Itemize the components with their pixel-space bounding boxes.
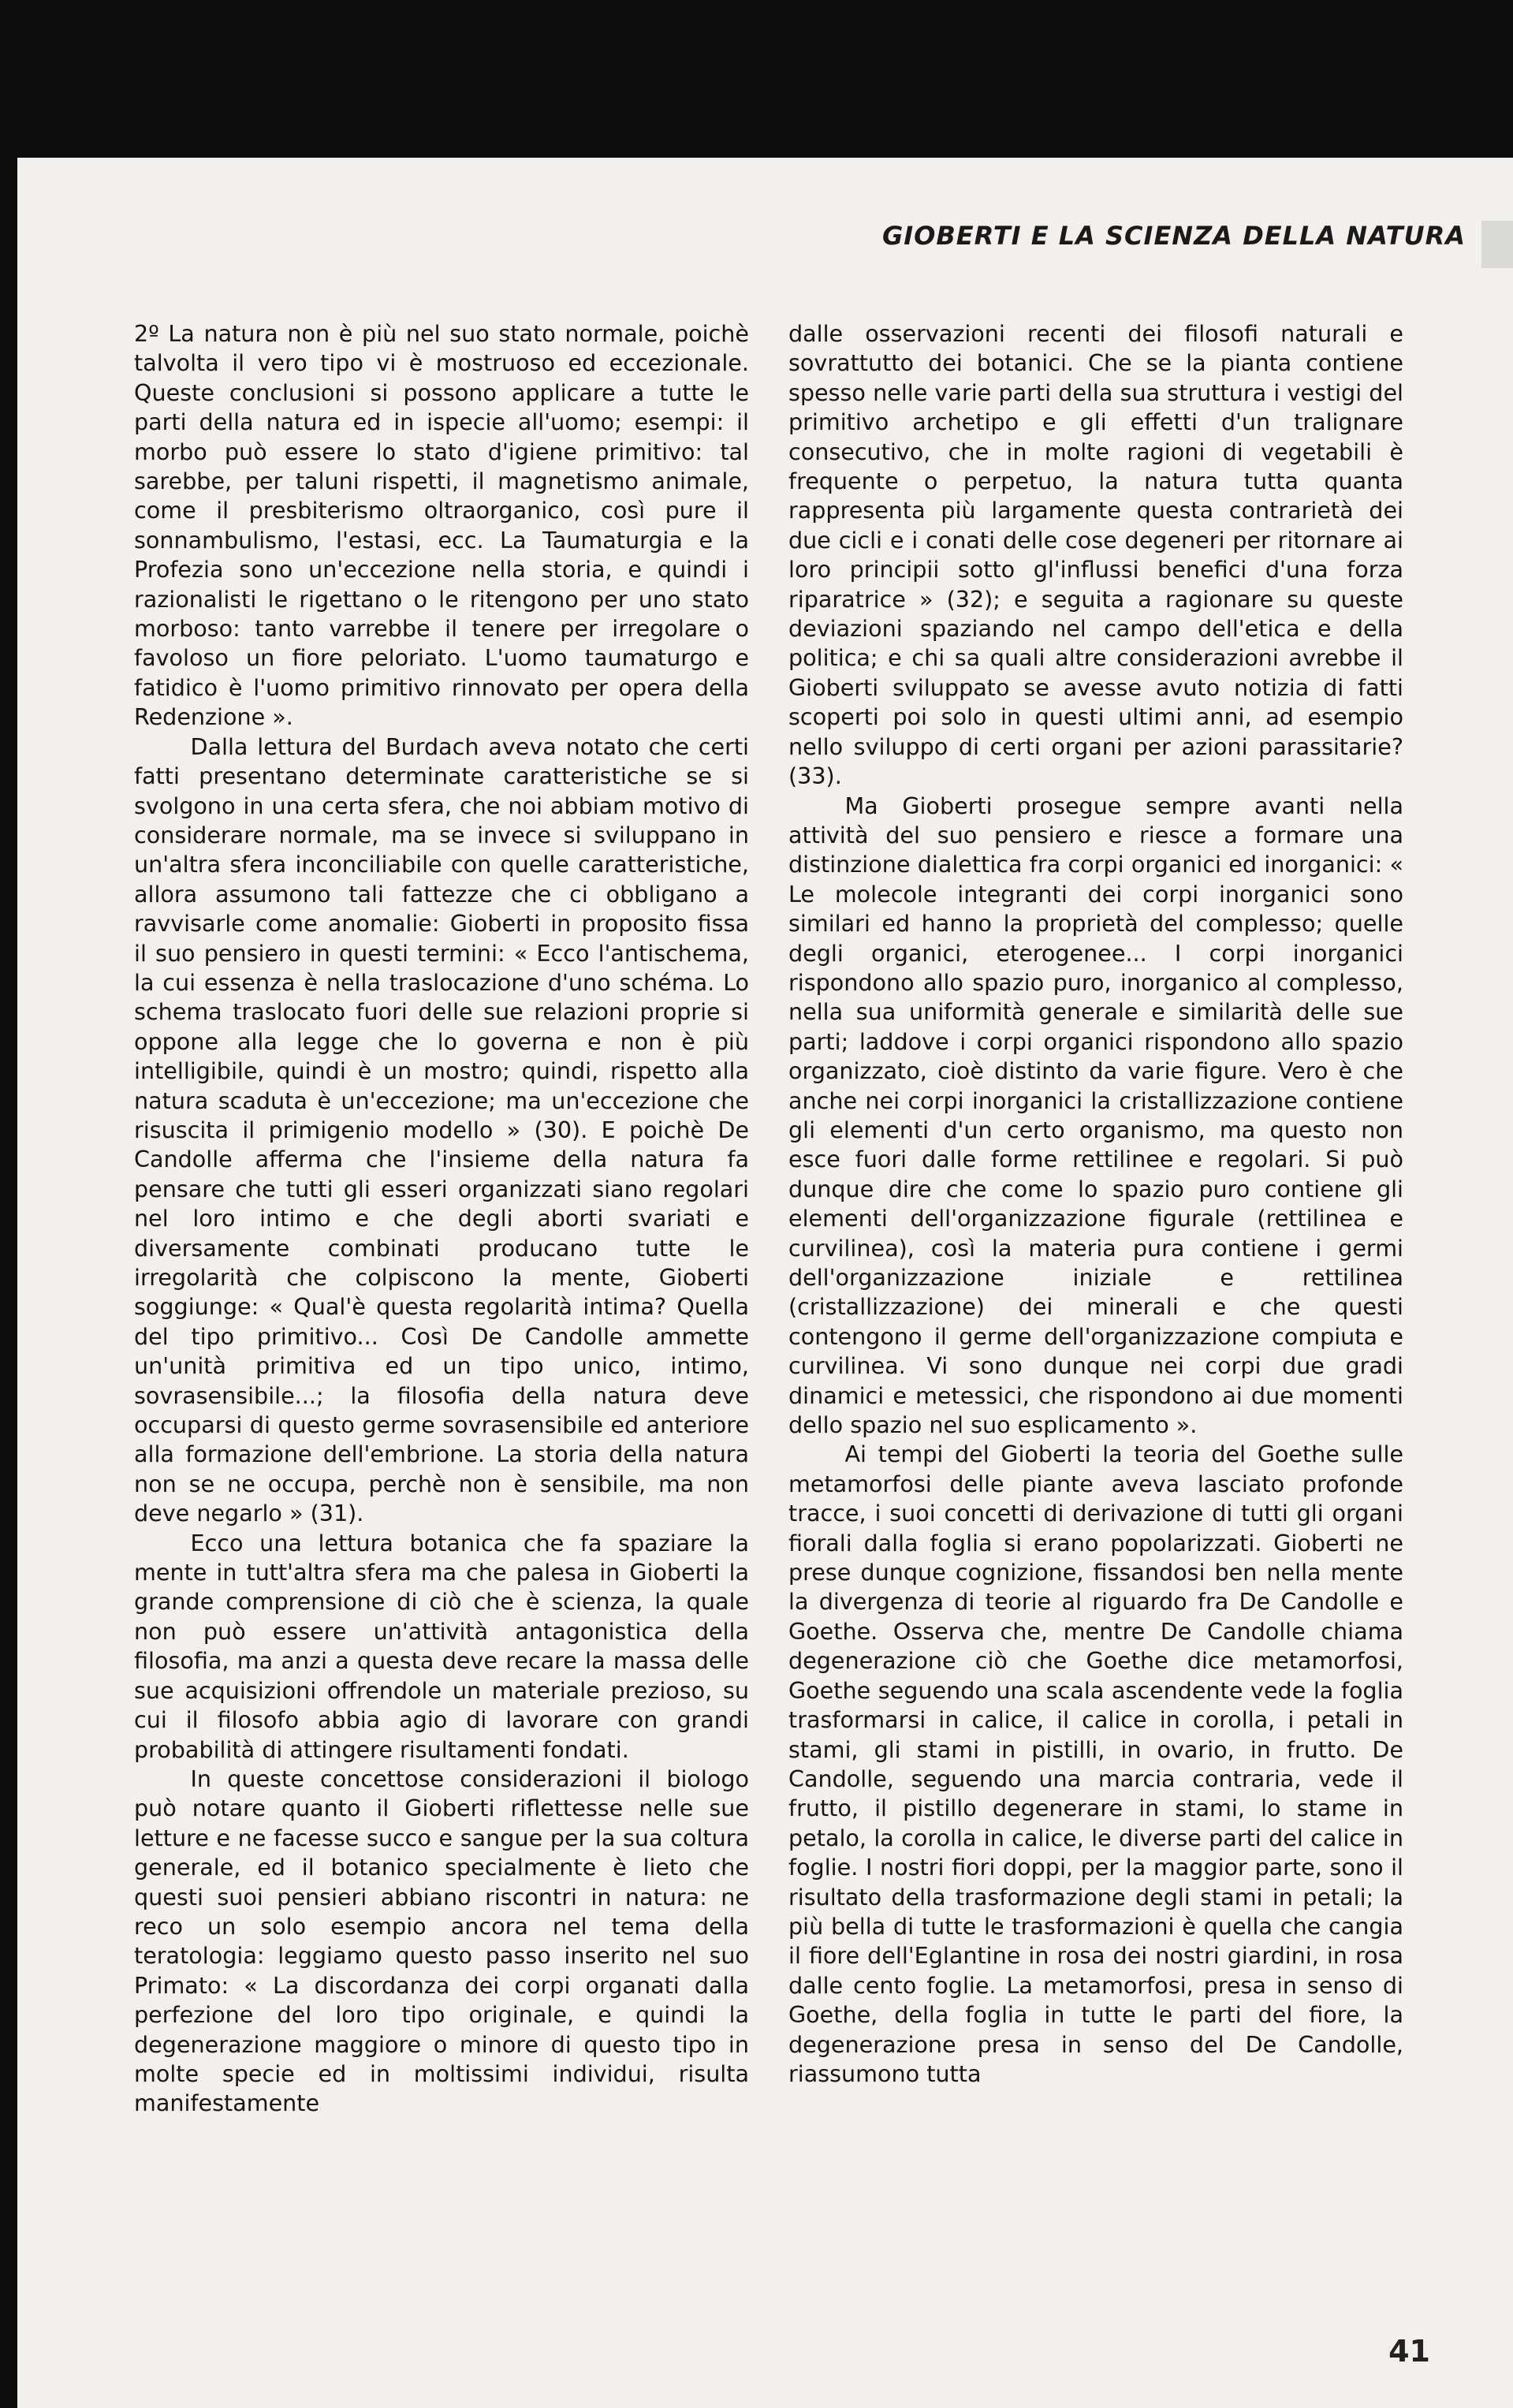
left-column: [134, 319, 749, 2119]
paragraph: Ai tempi del Gioberti la teoria del Goethe sulle metamorfosi delle piante aveva lasciato profonde tracce, i suoi concetti di derivazione di tutti gli organi fiorali dalla foglia si erano popolarizzati. Gioberti ne prese dunque cognizione, fissandosi ben nella mente la divergenza di teorie al riguardo fra De Candolle e Goethe. Osserva che, mentre De Candolle chiama degenerazione ciò che Goethe dice metamorfosi, Goethe seguendo una scala ascendente vede la foglia trasformarsi in calice, il calice in corolla, i petali in stami, gli stami in pistilli, in ovario, in frutto. De Candolle, seguendo una marcia contraria, vede il frutto, il pistillo degenerare in stami, lo stame in petalo, la corolla in calice, le diverse parti del calice in foglie. I nostri fiori doppi, per la maggior parte, sono il risultato della trasformazione degli stami in petali; la più bella di tutte le trasformazioni è quella che cangia il fiore dell'Eglantine in rosa dei nostri giardini, in rosa dalle cento foglie. La metamorfosi, presa in senso di Goethe, della foglia in tutte le parti del fiore, la degenerazione presa in senso del De Candolle, riassumono tutta: [788, 1441, 1403, 2087]
paragraph: Ma Gioberti prosegue sempre avanti nella attività del suo pensiero e riesce a formare una distinzione dialettica fra corpi organici ed inorganici: « Le molecole integranti dei corpi inorganici sono similari ed hanno la proprietà del complesso; quelle degli organici, eterogenee... I corpi inorganici rispondono allo spazio puro, inorganico al complesso, nella sua uniformità generale e similarità delle sue parti; laddove i corpi organici rispondono allo spazio organizzato, cioè distinto da varie figure. Vero è che anche nei corpi inorganici la cristallizzazione contiene gli elementi d'un certo organismo, ma questo non esce fuori dalle forme rettilinee e regolari. Si può dunque dire che come lo spazio puro contiene gli elementi dell'organizzazione figurale (rettilinea e curvilinea), così la materia pura contiene i germi dell'organizzazione iniziale e rettilinea (cristallizzazione) dei minerali e che questi contengono il germe dell'organizzazione compiuta e curvilinea. Vi sono dunque nei corpi due gradi dinamici e metessici, che rispondono ai due momenti dello spazio nel suo esplicamento ».: [788, 792, 1403, 1439]
scan-border-notch: [17, 110, 333, 158]
page-number: 41: [1388, 2334, 1430, 2369]
scan-border-left: [0, 0, 17, 2408]
running-head: GIOBERTI E LA SCIENZA DELLA NATURA: [882, 221, 1466, 251]
paragraph: dalle osservazioni recenti dei filosofi naturali e sovrattutto dei botanici. Che se la pianta contiene spesso nelle varie parti della sua struttura i vestigi del primitivo archetipo e gli effetti d'un tralignare consecutivo, che in molte ragioni di vegetabili è frequente o perpetuo, la natura tutta quanta rappresenta più largamente questa contrarietà dei due cicli e i conati delle cose degeneri per ritornare ai loro principii sotto gl'influssi benefici d'una forza riparatrice » (32); e seguita a ragionare su queste deviazioni spaziando nel campo dell'etica e della politica; e chi sa quali altre considerazioni avrebbe il Gioberti sviluppato se avesse avuto notizia di fatti scoperti poi solo in questi ultimi anni, ad esempio nello sviluppo di certi organi per azioni parassitarie? (33).: [788, 320, 1403, 790]
paragraph: Dalla lettura del Burdach aveva notato che certi fatti presentano determinate caratteristiche se si svolgono in una certa sfera, che noi abbiam motivo di considerare normale, ma se invece si sviluppano in un'altra sfera inconciliabile con quelle caratteristiche, allora assumono tali fattezze che ci obbligano a ravvisarle come anomalie: Gioberti in proposito fissa il suo pensiero in questi termini: « Ecco l'antischema, la cui essenza è nella traslocazione d'uno schéma. Lo schema traslocato fuori delle sue relazioni proprie si oppone alla legge che lo governa e non è più intelligibile, quindi è un mostro; quindi, rispetto alla natura scaduta è un'eccezione; ma un'eccezione che risuscita il primigenio modello » (30). E poichè De Candolle afferma che l'insieme della natura fa pensare che tutti gli esseri organizzati siano regolari nel loro intimo e che degli aborti svariati e diversamente combinati producano tutte le irregolarità che colpiscono la mente, Gioberti soggiunge: « Qual'è questa regolarità intima? Quella del tipo primitivo... Così De Candolle ammette un'unità primitiva ed un tipo unico, intimo, sovrasensibile...; la filosofia della natura deve occuparsi di questo germe sovrasensibile ed anteriore alla formazione dell'embrione. La storia della natura non se ne occupa, perchè non è sensibile, ma non deve negarlo » (31).: [134, 732, 749, 1527]
paragraph: In queste concettose considerazioni il biologo può notare quanto il Gioberti riflettesse nelle sue letture e ne facesse succo e sangue per la sua coltura generale, ed il botanico specialmente è lieto che questi suoi pensieri abbiano riscontri in natura: ne reco un solo esempio ancora nel tema della teratologia: leggiamo questo passo inserito nel suo Primato: « La discordanza dei corpi organati dalla perfezione del loro tipo originale, e quindi la degenerazione maggiore o minore di questo tipo in molte specie ed in moltissimi individui, risulta manifestamente: [134, 1765, 749, 2117]
paragraph: Ecco una lettura botanica che fa spaziare la mente in tutt'altra sfera ma che palesa in Gioberti la grande comprensione di ciò che è scienza, la quale non può essere un'attività antagonistica della filosofia, ma anzi a questa deve recare la massa delle sue acquisizioni offrendole un materiale prezioso, su cui il filosofo abbia agio di lavorare con grandi probabilità di attingere risultamenti fondati.: [134, 1529, 749, 1763]
paragraph: 2º La natura non è più nel suo stato normale, poichè talvolta il vero tipo vi è mostruoso ed eccezionale. Queste conclusioni si possono applicare a tutte le parti della natura ed in ispecie all'uomo; esempi: il morbo può essere lo stato d'igiene primitivo: tal sarebbe, per taluni rispetti, il magnetismo animale, come il presbiterismo oltraorganico, così pure il sonnambulismo, l'estasi, ecc. La Taumaturgia e la Profezia sono un'eccezione nella storia, e quindi i razionalisti le rigettano o le ritengono per uno stato morboso: tanto varrebbe il tenere per irregolare o favoloso un fiore peloriato. L'uomo taumaturgo e fatidico è l'uomo primitivo rinnovato per opera della Redenzione ».: [134, 320, 749, 731]
right-column: [788, 319, 1403, 2089]
scan-edge-mark: [1481, 221, 1513, 268]
